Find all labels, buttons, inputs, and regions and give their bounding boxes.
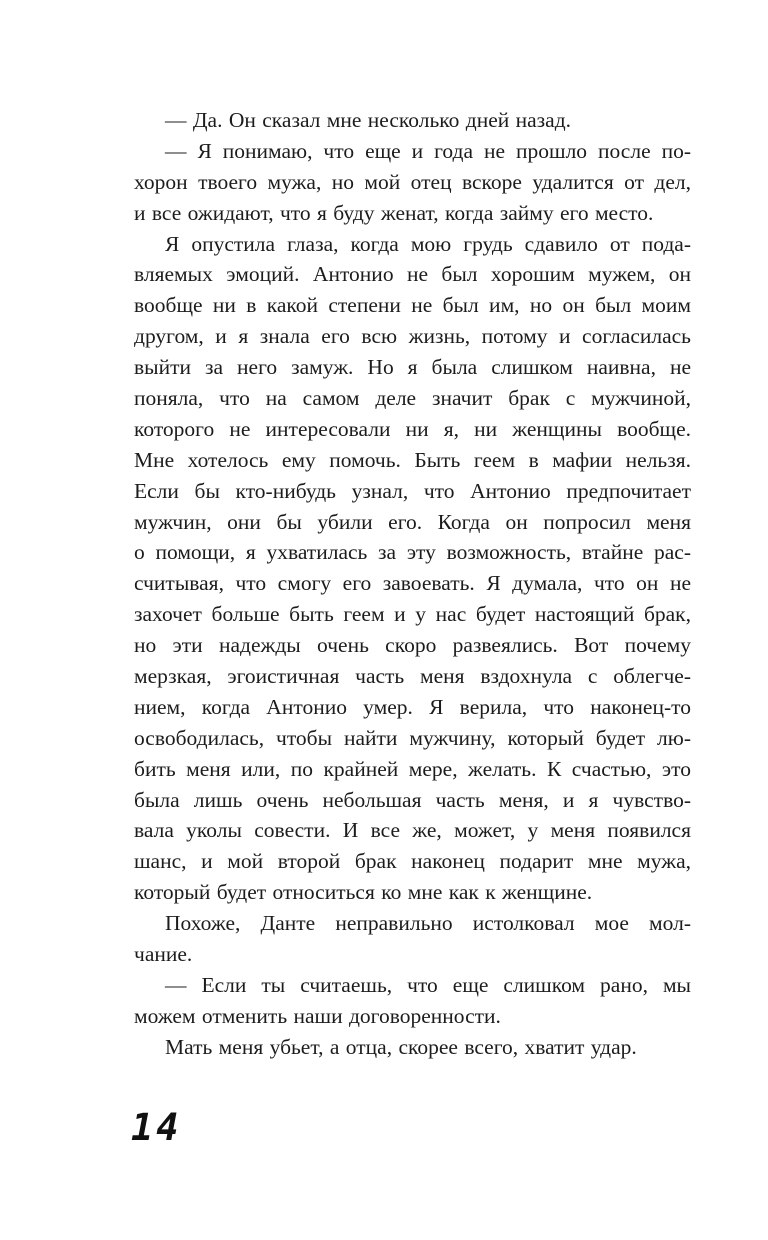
text-line: хорон твоего мужа, но мой отец вскоре удалится от дел,: [134, 169, 691, 194]
text-line: Похоже, Данте неправильно истолковал мое мол-: [165, 911, 691, 936]
text-line: бить меня или, по крайней мере, желать. К счастью, это: [134, 756, 691, 781]
text-line: вала уколы совести. И все же, может, у меня появился: [134, 818, 691, 843]
text-line: вообще ни в какой степени не был им, но он был моим: [134, 293, 691, 318]
page-number: 14: [131, 1106, 182, 1149]
text-line: — Да. Он сказал мне несколько дней назад.: [165, 108, 572, 132]
body-text: [134, 105, 691, 1063]
text-line: шанс, и мой второй брак наконец подарит мне мужа,: [134, 849, 691, 874]
text-line: Если бы кто-нибудь узнал, что Антонио предпочитает: [134, 478, 691, 503]
text-line: выйти за него замуж. Но я была слишком наивна, не: [134, 355, 691, 380]
text-line: которого не интересовали ни я, ни женщины вообще.: [134, 416, 691, 441]
text-line: и все ожидают, что я буду женат, когда займу его место.: [134, 200, 654, 225]
text-line: — Я понимаю, что еще и года не прошло после по-: [165, 138, 691, 163]
text-line: Мать меня убьет, а отца, скорее всего, хватит удар.: [165, 1034, 637, 1059]
text-line: вляемых эмоций. Антонио не был хорошим мужем, он: [134, 262, 691, 287]
text-line: считывая, что смогу его завоевать. Я думала, что он не: [134, 571, 691, 596]
text-line: — Если ты считаешь, что еще слишком рано, мы: [165, 972, 691, 997]
text-line: поняла, что на самом деле значит брак с мужчиной,: [134, 386, 691, 411]
text-line: мерзкая, эгоистичная часть меня вздохнула с облегче-: [134, 664, 691, 689]
text-line: Я опустила глаза, когда мою грудь сдавило от пода-: [165, 231, 691, 256]
text-line: Мне хотелось ему помочь. Быть геем в мафии нельзя.: [134, 447, 691, 472]
text-line: мужчин, они бы убили его. Когда он попросил меня: [134, 509, 691, 534]
text-line: была лишь очень небольшая часть меня, и я чувство-: [134, 787, 691, 812]
text-line: о помощи, я ухватилась за эту возможность, втайне рас-: [134, 540, 691, 565]
text-line: чание.: [134, 942, 193, 967]
text-line: освободилась, чтобы найти мужчину, который будет лю-: [134, 725, 691, 750]
text-line: другом, и я знала его всю жизнь, потому и согласилась: [134, 324, 691, 349]
text-line: захочет больше быть геем и у нас будет настоящий брак,: [134, 602, 691, 627]
text-line: нием, когда Антонио умер. Я верила, что наконец-то: [134, 694, 691, 719]
text-line: который будет относиться ко мне как к женщине.: [134, 880, 593, 905]
text-line: можем отменить наши договоренности.: [134, 1003, 501, 1028]
text-line: но эти надежды очень скоро развеялись. Вот почему: [134, 633, 691, 658]
